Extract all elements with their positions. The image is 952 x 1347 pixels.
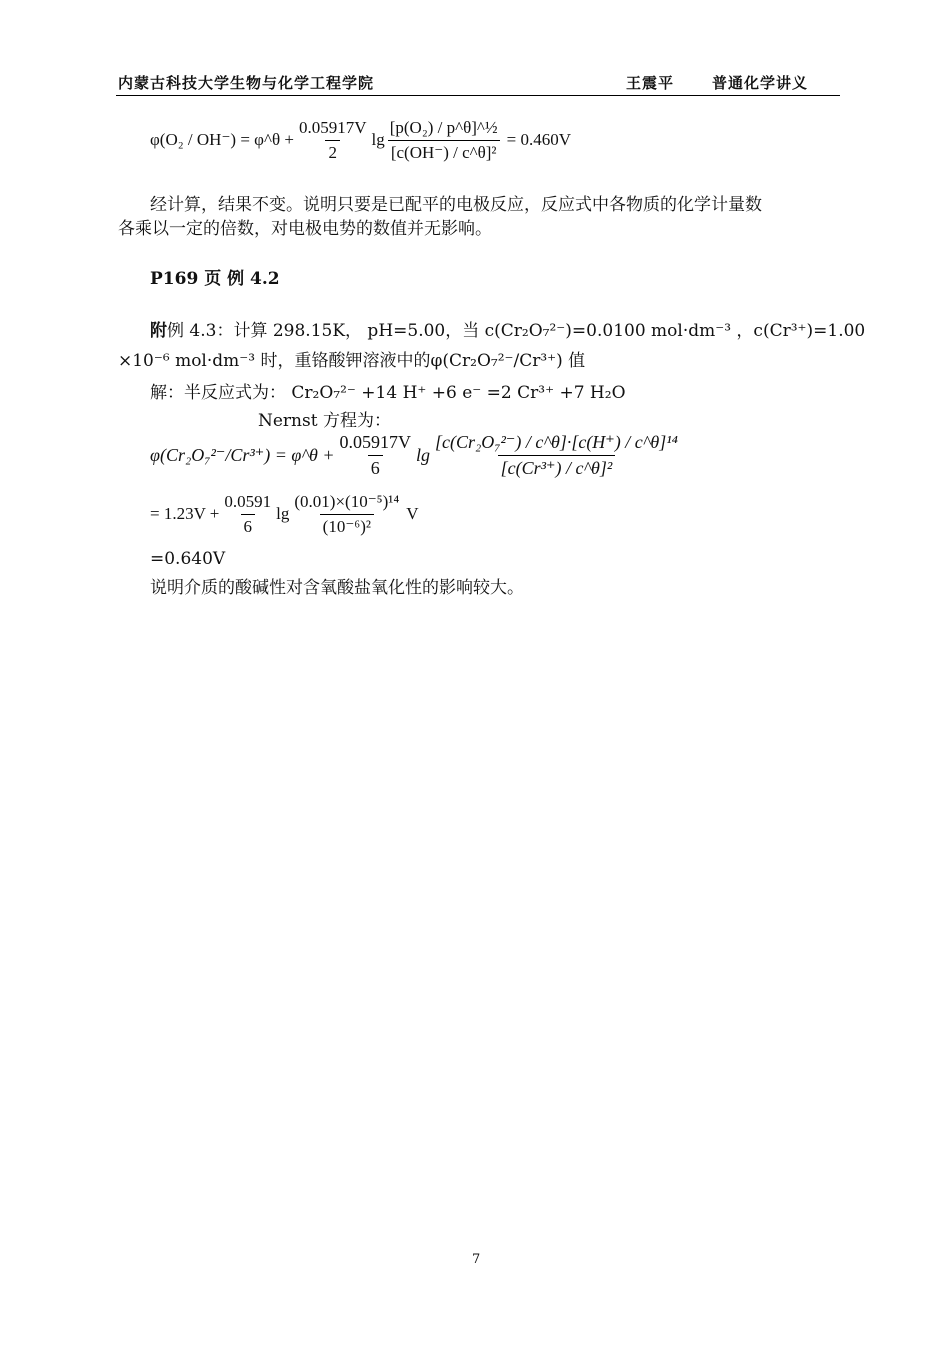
example-line-1 xyxy=(150,316,865,341)
eq3-lg: lg xyxy=(276,504,290,524)
example-line-2: ×10⁻⁶ mol·dm⁻³ 时，重铬酸钾溶液中的φ(Cr₂O₇²⁻/Cr³⁺) 值 xyxy=(118,351,586,371)
eq3-lhs: = 1.23V + xyxy=(150,504,220,524)
eq1-log-fraction xyxy=(387,118,501,162)
eq2-coef-num: 0.05917V xyxy=(339,432,411,452)
eq2-coefficient xyxy=(336,432,414,478)
eq1-coef-num: 0.05917V xyxy=(298,118,367,137)
eq2-log-den: [c(Cr³⁺) / c^θ]² xyxy=(498,455,616,479)
eq1-coef-den: 2 xyxy=(325,140,340,163)
eq1-lhs: φ(O₂ / OH⁻) = φ^θ + xyxy=(150,130,294,150)
example-line-1-text: 例 4.3：计算 298.15K， pH=5.00，当 c(Cr₂O₇²⁻)=0.0100 mol·dm⁻³ ，c(Cr³⁺)=1.00 xyxy=(167,321,866,341)
eq1-coefficient xyxy=(296,118,370,162)
eq2-log-num: [c(Cr₂O₇²⁻) / c^θ]·[c(H⁺) / c^θ]¹⁴ xyxy=(434,432,678,452)
eq2-lg: lg xyxy=(415,444,430,465)
eq3-coef-num: 0.0591 xyxy=(224,492,272,511)
paragraph-1-line-2: 各乘以一定的倍数，对电极电势的数值并无影响。 xyxy=(118,219,492,239)
eq1-log-den: [c(OH⁻) / c^θ]² xyxy=(388,140,500,163)
header-author: 王震平 xyxy=(626,74,675,92)
solution-line: 解：半反应式为： Cr₂O₇²⁻ +14 H⁺ +6 e⁻ =2 Cr³⁺ +7 H₂O xyxy=(150,383,626,403)
eq1-lg: lg xyxy=(371,130,385,150)
eq3-log-num: (0.01)×(10⁻⁵)¹⁴ xyxy=(294,492,400,511)
eq2-log-fraction xyxy=(432,432,681,478)
equation-3 xyxy=(150,492,419,536)
equation-1 xyxy=(150,118,571,162)
eq1-result: = 0.460V xyxy=(506,130,572,150)
eq3-unit: V xyxy=(406,504,419,524)
header-course: 普通化学讲义 xyxy=(712,74,809,92)
eq3-log-den: (10⁻⁶)² xyxy=(320,514,374,537)
paragraph-1-line-1: 经计算，结果不变。说明只要是已配平的电极反应，反应式中各物质的化学计量数 xyxy=(150,195,762,215)
equation-2 xyxy=(150,432,683,478)
eq2-coef-den: 6 xyxy=(368,455,383,479)
eq3-coefficient xyxy=(221,492,274,536)
header-rule xyxy=(116,95,840,96)
section-title: P169 页 例 4.2 xyxy=(150,269,280,289)
nernst-label: Nernst 方程为： xyxy=(258,411,391,431)
eq1-log-num: [p(O₂) / p^θ]^½ xyxy=(389,118,498,137)
page-number: 7 xyxy=(472,1252,481,1267)
eq2-lhs: φ(Cr₂O₇²⁻/Cr³⁺) = φ^θ + xyxy=(150,444,335,465)
result-line: =0.640V xyxy=(150,549,226,569)
eq3-log-fraction xyxy=(291,492,402,536)
header-institution: 内蒙古科技大学生物与化学工程学院 xyxy=(118,74,375,92)
example-lead: 附 xyxy=(150,321,167,341)
conclusion: 说明介质的酸碱性对含氧酸盐氧化性的影响较大。 xyxy=(150,578,524,598)
eq3-coef-den: 6 xyxy=(241,514,256,537)
